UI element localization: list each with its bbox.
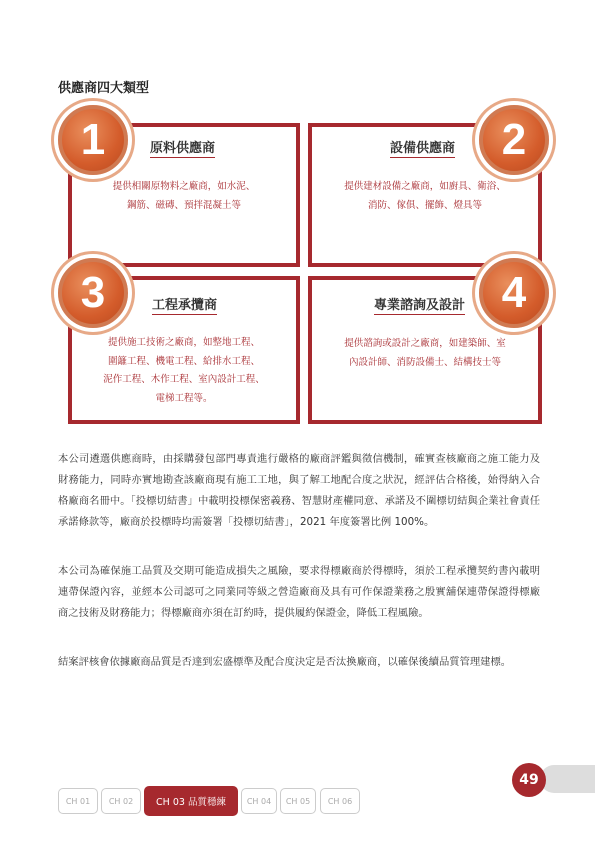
chapter-tab-ch05[interactable]: CH 05 bbox=[280, 788, 316, 814]
chapter-tab-ch01[interactable]: CH 01 bbox=[58, 788, 98, 814]
chapter-tab-ch02[interactable]: CH 02 bbox=[101, 788, 141, 814]
card-description: 提供建材設備之廠商，如廚具、衛浴、 消防、傢俱、擺飾、燈具等 bbox=[344, 181, 506, 211]
section-heading: 供應商四大類型 bbox=[58, 81, 150, 96]
paragraph-risk-guarantee: 本公司為確保施工品質及交期可能造成損失之風險，要求得標廠商於得標時，須於工程承攬契約書內載明連帶保證內容，並經本公司認可之同業同等級之營造廠商及具有可作保證業務之殷實舖保連帶保證得標廠商之技術及財務能力；得標廠商亦須在訂約時，提供履約保證金，降低工程風險。 bbox=[58, 565, 540, 619]
card-title: 原料供應商 bbox=[150, 137, 215, 158]
card-title: 工程承攬商 bbox=[152, 294, 217, 315]
card-title: 專業諮詢及設計 bbox=[374, 294, 465, 315]
number-badge-1: 1 bbox=[58, 105, 128, 175]
number-badge-4: 4 bbox=[479, 258, 549, 328]
page-number-tab bbox=[540, 765, 595, 793]
number-badge-3: 3 bbox=[58, 258, 128, 328]
card-description: 提供相關原物料之廠商，如水泥、 鋼筋、磁磚、預拌混凝土等 bbox=[112, 181, 256, 211]
chapter-tab-ch04[interactable]: CH 04 bbox=[241, 788, 277, 814]
number-badge-2: 2 bbox=[479, 105, 549, 175]
paragraph-supplier-selection: 本公司遴選供應商時，由採購發包部門專責進行嚴格的廠商評鑑與徵信機制，確實查核廠商之施工能力及財務能力，同時亦實地勘查該廠商現有施工工地，與了解工地配合度之狀況，經評估合格後，始得納入合格廠商名冊中。「投標切結書」中載明投標保密義務、智慧財產權同意、承諾及不圍標切結與企業社會責任承諾條款等，廠商於投標時均需簽署「投標切結書」，2021 年度簽署比例 100%。 bbox=[58, 453, 540, 528]
chapter-tab-ch06[interactable]: CH 06 bbox=[320, 788, 360, 814]
card-title: 設備供應商 bbox=[390, 137, 455, 158]
page-number: 49 bbox=[512, 763, 546, 797]
chapter-tab-ch03[interactable]: CH 03 品質穩練 bbox=[144, 786, 238, 816]
paragraph-evaluation: 結案評核會依據廠商品質是否達到宏盛標準及配合度決定是否汰換廠商，以確保後續品質管理建標。 bbox=[58, 656, 512, 668]
card-description: 提供諮詢或設計之廠商，如建築師、室 內設計師、消防設備士、結構技士等 bbox=[344, 338, 506, 368]
card-description: 提供施工技術之廠商，如整地工程、 圍籬工程、機電工程、給排水工程、 泥作工程、木作工程、室內設計工程、 電梯工程等。 bbox=[103, 337, 265, 404]
